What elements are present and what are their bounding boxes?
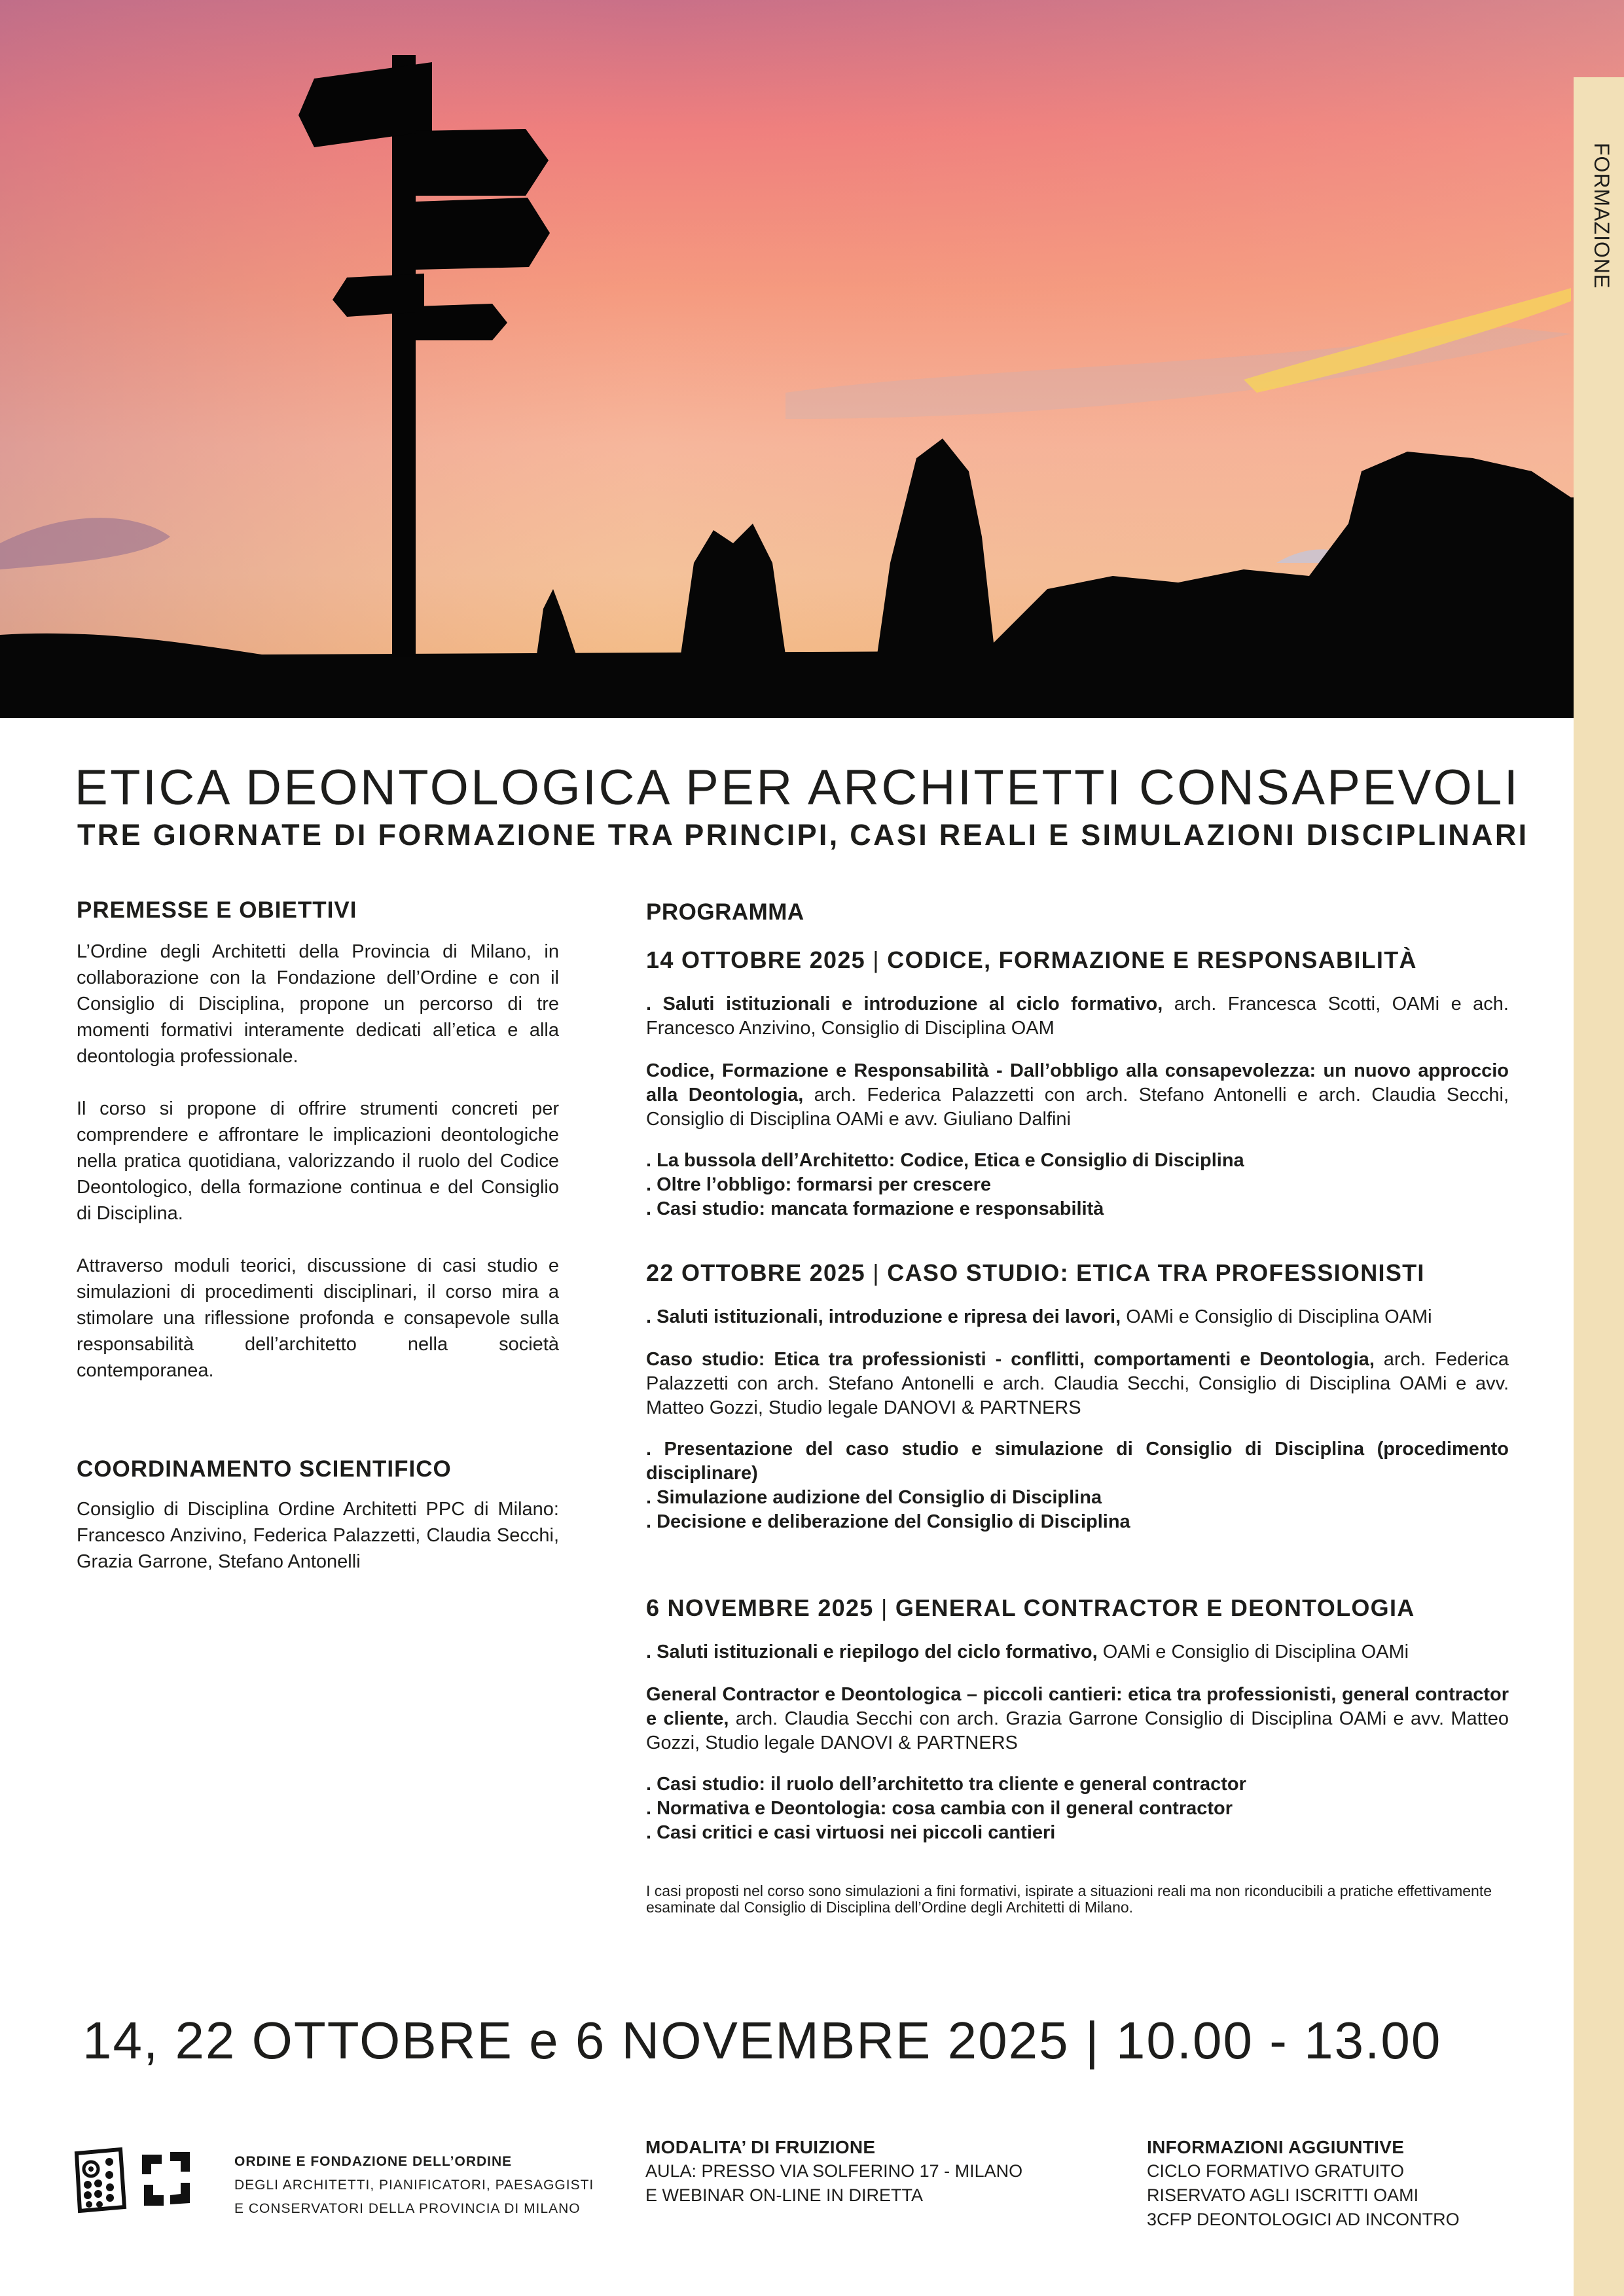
day-date: 6 NOVEMBRE 2025: [646, 1594, 874, 1621]
topic-bullet: . Casi studio: mancata formazione e responsabilità: [646, 1198, 1104, 1219]
info-line: 3CFP DEONTOLOGICI AD INCONTRO: [1147, 2210, 1460, 2229]
day-section: [646, 1594, 1509, 1845]
program-item-title: . Saluti istituzionali, introduzione e ripresa dei lavori,: [646, 1306, 1121, 1327]
premesse-paragraph: Attraverso moduli teorici, discussione di casi studio e simulazioni di procedimenti disciplinari, il corso mira a stimolare una riflessione profonda e consapevole sulla responsabilità dell’architetto nella società contemporanea.: [77, 1255, 559, 1381]
info-block: [1147, 2135, 1513, 2232]
program-item-speakers: OAMi e Consiglio di Disciplina OAMi: [1097, 1641, 1409, 1662]
disclaimer: I casi proposti nel corso sono simulazioni a fini formativi, ispirate a situazioni reali ma non riconducibili a pratiche effettivamente esaminate dal Consiglio di Disciplina dell’Ordine degli Architetti di Milano.: [646, 1882, 1492, 1916]
modalita-line: E WEBINAR ON-LINE IN DIRETTA: [645, 2185, 924, 2205]
page-subtitle: TRE GIORNATE DI FORMAZIONE TRA PRINCIPI, CASI REALI E SIMULAZIONI DISCIPLINARI: [77, 818, 1529, 852]
topic-bullet: . Oltre l’obbligo: formarsi per crescere: [646, 1174, 991, 1195]
premesse-paragraph: L’Ordine degli Architetti della Provincia di Milano, in collaborazione con la Fondazione dell’Ordine e con il Consiglio di Disciplina, propone un percorso di tre momenti formativi interamente dedicati all’etica e alla deontologia professionale.: [77, 941, 559, 1067]
topic-list: [646, 1437, 1509, 1534]
day-separator: |: [873, 946, 880, 973]
hero-photo: [0, 0, 1624, 718]
program-item-speakers: arch. Francesca Scotti, OAMi e ach. Francesco Anzivino, Consiglio di Disciplina OAM: [646, 994, 1509, 1039]
left-column: [77, 897, 559, 1575]
section-label: FORMAZIONE: [1590, 143, 1614, 289]
coordinamento-heading: COORDINAMENTO SCIENTIFICO: [77, 1456, 452, 1482]
topic-bullet: . Simulazione audizione del Consiglio di Disciplina: [646, 1487, 1102, 1508]
program-item-title: General Contractor e Deontologica – piccoli cantieri: etica tra professionisti, general contractor e cliente,: [646, 1684, 1509, 1729]
modalita-line: AULA: PRESSO VIA SOLFERINO 17 - MILANO: [645, 2161, 1023, 2181]
program-item: [646, 1348, 1509, 1420]
programma-heading: PROGRAMMA: [646, 899, 804, 925]
org-line: DEGLI ARCHITETTI, PIANIFICATORI, PAESAGGISTI: [234, 2178, 594, 2193]
side-strip: [1574, 77, 1624, 2296]
info-line: CICLO FORMATIVO GRATUITO: [1147, 2161, 1405, 2181]
programma-column: [646, 899, 1509, 1916]
topic-bullet: . Casi critici e casi virtuosi nei piccoli cantieri: [646, 1822, 1056, 1843]
topic-bullet: . Decisione e deliberazione del Consiglio di Disciplina: [646, 1511, 1130, 1532]
program-item-speakers: arch. Federica Palazzetti con arch. Stefano Antonelli e arch. Claudia Secchi, Consiglio di Disciplina OAMi e avv. Giuliano Dalfini: [646, 1085, 1509, 1130]
program-item: [646, 1059, 1509, 1132]
day-separator: |: [880, 1594, 888, 1621]
ordine-logo-icon: [77, 2149, 124, 2211]
topic-list: [646, 1772, 1509, 1845]
program-item-title: Caso studio: Etica tra professionisti - conflitti, comportamenti e Deontologia,: [646, 1349, 1375, 1370]
day-date: 14 OTTOBRE 2025: [646, 946, 865, 973]
date-banner: 14, 22 OTTOBRE e 6 NOVEMBRE 2025 | 10.00 - 13.00: [82, 2011, 1442, 2070]
day-heading: [646, 946, 1509, 974]
coordinamento-text: Consiglio di Disciplina Ordine Architetti PPC di Milano: Francesco Anzivino, Federica Palazzetti, Claudia Secchi, Grazia Garrone, Stefano Antonelli: [77, 1499, 559, 1572]
topic-bullet: . Normativa e Deontologia: cosa cambia con il general contractor: [646, 1798, 1233, 1819]
program-item: [646, 1683, 1509, 1755]
topic-list: [646, 1149, 1509, 1221]
org-line: E CONSERVATORI DELLA PROVINCIA DI MILANO: [234, 2201, 581, 2216]
org-line: ORDINE E FONDAZIONE DELL’ORDINE: [234, 2154, 513, 2169]
program-item-speakers: arch. Claudia Secchi con arch. Grazia Garrone Consiglio di Disciplina OAMi e avv. Matteo Gozzi, Studio legale DANOVI & PARTNERS: [646, 1708, 1509, 1753]
modalita-heading: MODALITA’ DI FRUIZIONE: [645, 2137, 876, 2157]
program-item: [646, 992, 1509, 1041]
day-topic: GENERAL CONTRACTOR E DEONTOLOGIA: [895, 1594, 1415, 1621]
fondazione-logo-icon: [142, 2152, 190, 2206]
day-separator: |: [873, 1259, 880, 1286]
footer-logos: [73, 2147, 224, 2219]
premesse-paragraph: Il corso si propone di offrire strumenti concreti per comprendere e affrontare le implicazioni deontologiche nella pratica quotidiana, valorizzando il ruolo del Codice Deontologico, della formazione continua e del Consiglio di Disciplina.: [77, 1098, 559, 1224]
page-title: ETICA DEONTOLOGICA PER ARCHITETTI CONSAPEVOLI: [75, 760, 1521, 816]
day-section: [646, 1259, 1509, 1534]
program-item: [646, 1305, 1509, 1329]
program-item-title: . Saluti istituzionali e riepilogo del ciclo formativo,: [646, 1641, 1098, 1662]
premesse-heading: PREMESSE E OBIETTIVI: [77, 897, 357, 923]
modalita-block: [645, 2135, 1104, 2208]
day-topic: CODICE, FORMAZIONE E RESPONSABILITÀ: [887, 946, 1417, 973]
program-item-speakers: OAMi e Consiglio di Disciplina OAMi: [1121, 1306, 1432, 1327]
program-item-speakers: arch. Federica Palazzetti con arch. Stefano Antonelli e arch. Claudia Secchi, Consiglio di Disciplina OAMi e avv. Matteo Gozzi, Studio legale DANOVI & PARTNERS: [646, 1349, 1509, 1418]
topic-bullet: . Presentazione del caso studio e simulazione di Consiglio di Disciplina (procedimento disciplinare): [646, 1439, 1509, 1484]
signpost-sunset-photo-icon: [0, 0, 1624, 718]
info-heading: INFORMAZIONI AGGIUNTIVE: [1147, 2137, 1405, 2157]
program-item: [646, 1640, 1509, 1664]
topic-bullet: . Casi studio: il ruolo dell’architetto tra cliente e general contractor: [646, 1774, 1246, 1795]
organization-name: [234, 2150, 627, 2221]
info-line: RISERVATO AGLI ISCRITTI OAMI: [1147, 2185, 1419, 2205]
day-section: [646, 946, 1509, 1221]
day-date: 22 OTTOBRE 2025: [646, 1259, 865, 1286]
program-item-title: . Saluti istituzionali e introduzione al ciclo formativo,: [646, 994, 1163, 1014]
day-heading: [646, 1594, 1509, 1622]
program-item-title: Codice, Formazione e Responsabilità - Dall’obbligo alla consapevolezza: un nuovo approccio alla Deontologia,: [646, 1060, 1509, 1105]
topic-bullet: . La bussola dell’Architetto: Codice, Etica e Consiglio di Disciplina: [646, 1150, 1244, 1171]
day-heading: [646, 1259, 1509, 1287]
day-topic: CASO STUDIO: ETICA TRA PROFESSIONISTI: [887, 1259, 1425, 1286]
